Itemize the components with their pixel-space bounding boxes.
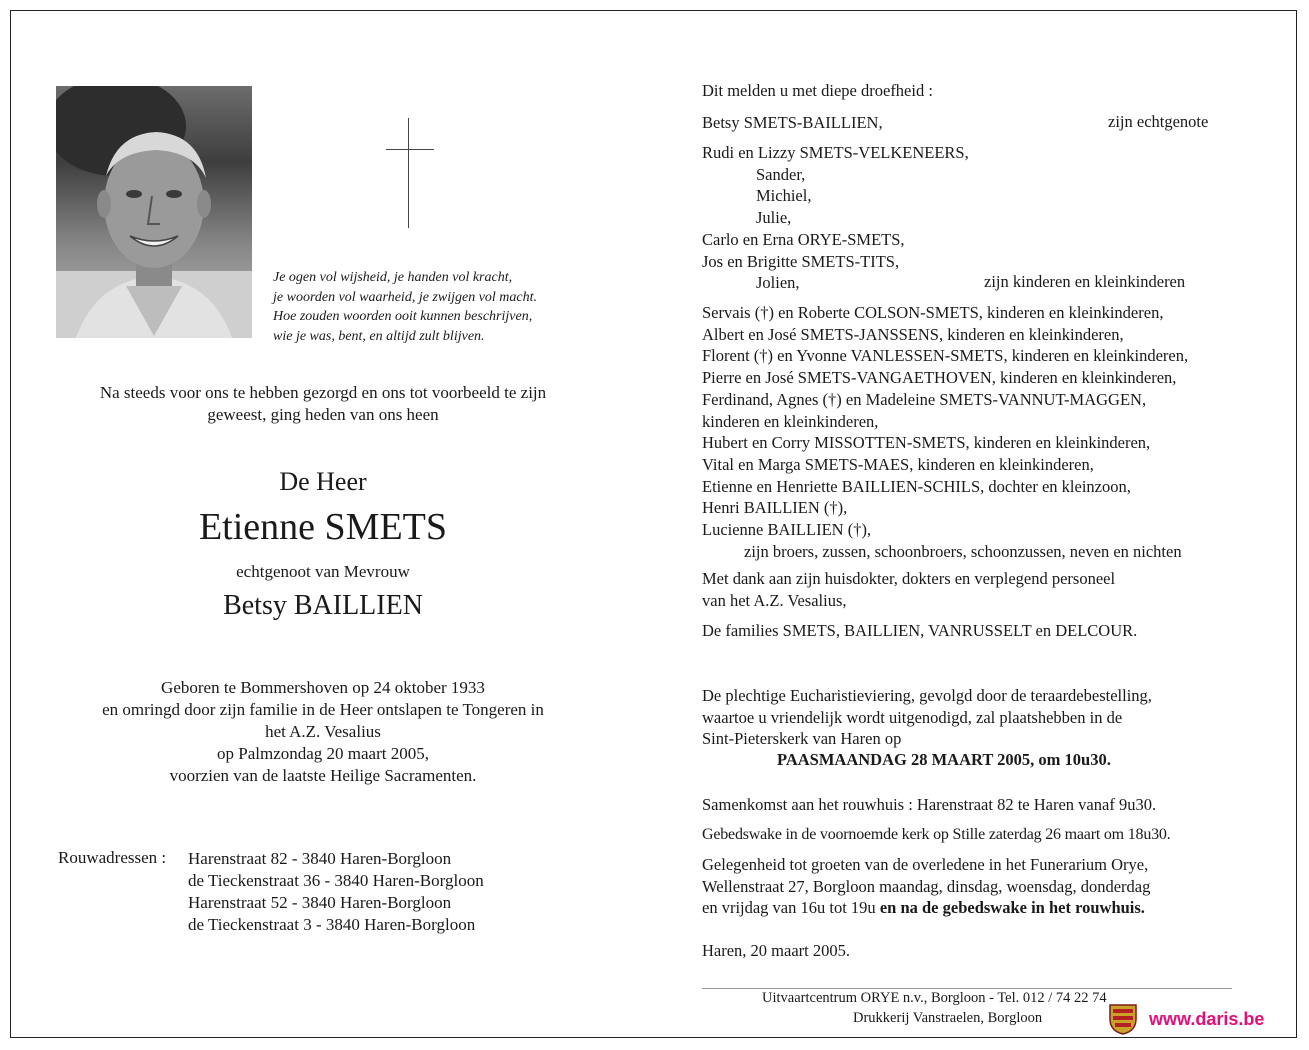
sibling-line: Florent (†) en Yvonne VANLESSEN-SMETS, kinderen en kleinkinderen, — [702, 346, 1189, 366]
visit-line: Gelegenheid tot groeten van de overledene in het Funerarium Orye, — [702, 855, 1149, 874]
ceremony-line: De plechtige Eucharistieviering, gevolgd door de teraardebestelling, — [702, 686, 1152, 705]
visit-line: Wellenstraat 27, Borgloon maandag, dinsdag, woensdag, donderdag — [702, 876, 1151, 896]
thanks-line: van het A.Z. Vesalius, — [702, 590, 847, 610]
wake: Gebedswake in de voornoemde kerk op Stille zaterdag 26 maart om 18u30. — [702, 826, 1171, 843]
poem — [273, 268, 537, 346]
honorific: De Heer — [279, 467, 367, 496]
sibling-line: Albert en José SMETS-JANSSENS, kinderen en kleinkinderen, — [702, 324, 1124, 344]
sibling-line: Hubert en Corry MISSOTTEN-SMETS, kinderen en kleinkinderen, — [702, 433, 1151, 453]
addresses-label: Rouwadressen : — [58, 848, 167, 867]
ceremony-text — [702, 685, 1152, 750]
poem-line: wie je was, bent, en altijd zult blijven. — [273, 328, 485, 344]
intro-line: geweest, ging heden van ons heen — [207, 405, 439, 424]
website-link[interactable]: www.daris.be — [1149, 1009, 1265, 1029]
child-line: Jos en Brigitte SMETS-TITS, — [702, 251, 900, 271]
sibling-line: kinderen en kleinkinderen, — [702, 411, 879, 431]
grandchild-line: Sander, — [756, 164, 806, 184]
children-relation: zijn kinderen en kleinkinderen — [984, 272, 1186, 291]
families: De families SMETS, BAILLIEN, VANRUSSELT en DELCOUR. — [702, 621, 1138, 640]
birth-death-line: Geboren te Bommershoven op 24 oktober 1933 — [161, 678, 485, 697]
gathering: Samenkomst aan het rouwhuis : Harenstraat 82 te Haren vanaf 9u30. — [702, 795, 1157, 814]
deceased-name: Etienne SMETS — [198, 506, 448, 548]
visit-wake-note: en na de gebedswake in het rouwhuis. — [879, 898, 1145, 918]
siblings-list — [702, 302, 1188, 562]
cross-icon — [386, 118, 434, 228]
ceremony-line: waartoe u vriendelijk wordt uitgenodigd, zal plaatshebben in de — [702, 707, 1123, 727]
birth-death-line: voorzien van de laatste Heilige Sacramenten. — [169, 766, 477, 785]
portrait-photo — [56, 86, 252, 338]
visit-text — [702, 854, 1150, 919]
sibling-line: Pierre en José SMETS-VANGAETHOVEN, kinderen en kleinkinderen, — [702, 368, 1177, 388]
grandchild-line: Jolien, — [756, 273, 800, 293]
visit-line — [702, 897, 1150, 919]
coat-of-arms-icon — [1106, 1001, 1140, 1035]
children-list — [702, 142, 969, 294]
address-line: de Tieckenstraat 3 - 3840 Haren-Borgloon — [188, 915, 476, 934]
poem-line: je woorden vol waarheid, je zwijgen vol macht. — [273, 289, 538, 305]
printer: Drukkerij Vanstraelen, Borgloon — [853, 1010, 1043, 1026]
sibling-line: Henri BAILLIEN (†), — [702, 498, 848, 518]
child-line: Rudi en Lizzy SMETS-VELKENEERS, — [702, 143, 969, 162]
funeral-home: Uitvaartcentrum ORYE n.v., Borgloon - Tel. 012 / 74 22 74 — [762, 990, 1107, 1006]
visit-hours: en vrijdag van 16u tot 19u — [702, 898, 876, 918]
sibling-line: Lucienne BAILLIEN (†), — [702, 520, 872, 540]
siblings-relation: zijn broers, zussen, schoonbroers, schoonzussen, neven en nichten — [744, 541, 1182, 561]
intro-line: Na steeds voor ons te hebben gezorgd en ons tot voorbeeld te zijn — [99, 383, 547, 402]
ceremony-line: Sint-Pieterskerk van Haren op — [702, 729, 902, 749]
announce: Dit melden u met diepe droefheid : — [702, 81, 933, 100]
birth-death-line: het A.Z. Vesalius — [265, 722, 381, 741]
sibling-line: Etienne en Henriette BAILLIEN-SCHILS, dochter en kleinzoon, — [702, 476, 1131, 496]
intro-text — [0, 382, 646, 426]
place-date: Haren, 20 maart 2005. — [702, 941, 850, 960]
grandchild-line: Michiel, — [756, 186, 812, 206]
spouse-name: Betsy BAILLIEN — [223, 590, 423, 621]
wife-relation: zijn echtgenote — [1108, 112, 1209, 131]
address-line: Harenstraat 82 - 3840 Haren-Borgloon — [188, 849, 452, 868]
poem-line: Je ogen vol wijsheid, je handen vol kracht, — [273, 270, 513, 285]
child-line: Carlo en Erna ORYE-SMETS, — [702, 229, 905, 249]
sibling-line: Vital en Marga SMETS-MAES, kinderen en kleinkinderen, — [702, 454, 1094, 474]
addresses-list — [188, 848, 484, 936]
address-line: de Tieckenstraat 36 - 3840 Haren-Borgloon — [188, 871, 484, 890]
ceremony-date: PAASMAANDAG 28 MAART 2005, om 10u30. — [777, 750, 1111, 769]
sibling-line: Servais (†) en Roberte COLSON-SMETS, kinderen en kleinkinderen, — [702, 303, 1164, 322]
birth-death-line: en omringd door zijn familie in de Heer ontslapen te Tongeren in — [102, 700, 544, 719]
sibling-line: Ferdinand, Agnes (†) en Madeleine SMETS-VANNUT-MAGGEN, — [702, 389, 1147, 409]
spouse-line: echtgenoot van Mevrouw — [236, 562, 410, 581]
thanks-text — [702, 568, 1115, 611]
footer-divider — [702, 988, 1232, 989]
birth-death-line: op Palmzondag 20 maart 2005, — [217, 744, 429, 763]
thanks-line: Met dank aan zijn huisdokter, dokters en verplegend personeel — [702, 569, 1116, 588]
grandchild-line: Julie, — [756, 208, 792, 228]
poem-line: Hoe zouden woorden ooit kunnen beschrijven, — [273, 309, 533, 324]
birth-death-text — [0, 677, 646, 787]
wife-name: Betsy SMETS-BAILLIEN, — [702, 113, 883, 132]
address-line: Harenstraat 52 - 3840 Haren-Borgloon — [188, 893, 452, 912]
